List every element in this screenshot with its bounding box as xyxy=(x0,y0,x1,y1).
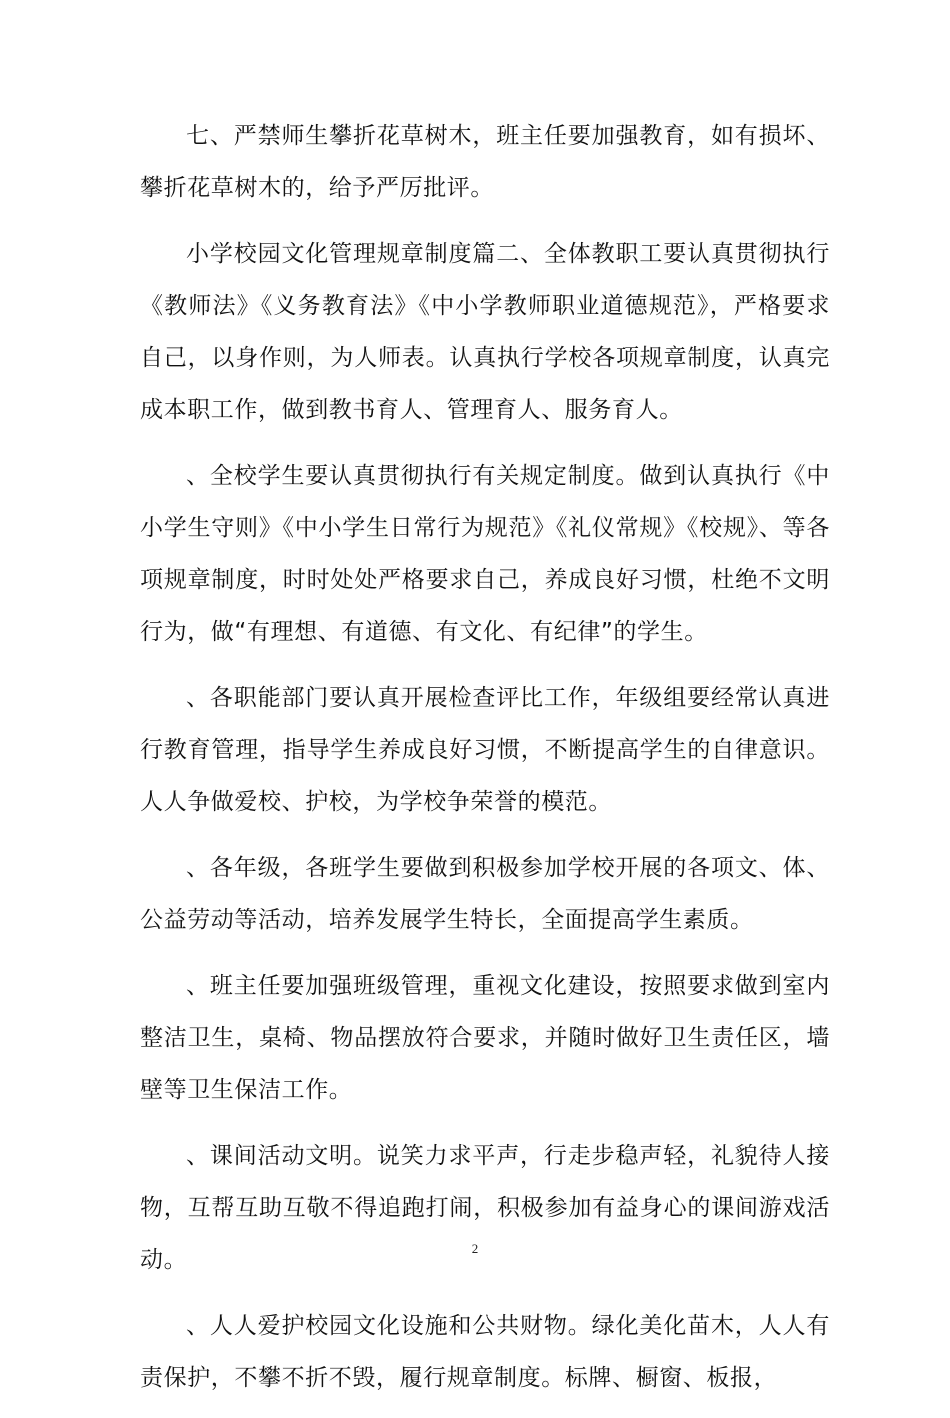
paragraph-activities: 、各年级，各班学生要做到积极参加学校开展的各项文、体、公益劳动等活动，培养发展学生特长，全面提高学生素质。 xyxy=(140,855,830,933)
paragraph-staff-rules: 小学校园文化管理规章制度篇二、全体教职工要认真贯彻执行《教师法》《义务教育法》《中小学教师职业道德规范》，严格要求自己，以身作则，为人师表。认真执行学校各项规章制度，认真完成本职工作，做到教书育人、管理育人、服务育人。 xyxy=(140,241,830,423)
paragraph-student-rules: 、全校学生要认真贯彻执行有关规定制度。做到认真执行《中小学生守则》《中小学生日常行为规范》《礼仪常规》《校规》、等各项规章制度，时时处处严格要求自己，养成良好习惯，杜绝不文明行为，做“有理想、有道德、有文化、有纪律”的学生。 xyxy=(140,463,830,645)
paragraph-rule-seven: 七、严禁师生攀折花草树木，班主任要加强教育，如有损坏、攀折花草树木的，给予严厉批评。 xyxy=(140,123,830,201)
paragraph-department-inspection: 、各职能部门要认真开展检查评比工作，年级组要经常认真进行教育管理，指导学生养成良好习惯，不断提高学生的自律意识。人人争做爱校、护校，为学校争荣誉的模范。 xyxy=(140,685,830,815)
paragraph-facilities-care: 、人人爱护校园文化设施和公共财物。绿化美化苗木，人人有责保护，不攀不折不毁，履行规章制度。标牌、橱窗、板报， xyxy=(140,1313,830,1391)
page-number: 2 xyxy=(471,1241,479,1256)
body-text xyxy=(140,110,830,1418)
paragraph-class-management: 、班主任要加强班级管理，重视文化建设，按照要求做到室内整洁卫生，桌椅、物品摆放符合要求，并随时做好卫生责任区，墙壁等卫生保洁工作。 xyxy=(140,973,830,1103)
paragraph-break-conduct: 、课间活动文明。说笑力求平声，行走步稳声轻，礼貌待人接物，互帮互助互敬不得追跑打闹，积极参加有益身心的课间游戏活动。 xyxy=(140,1143,830,1273)
